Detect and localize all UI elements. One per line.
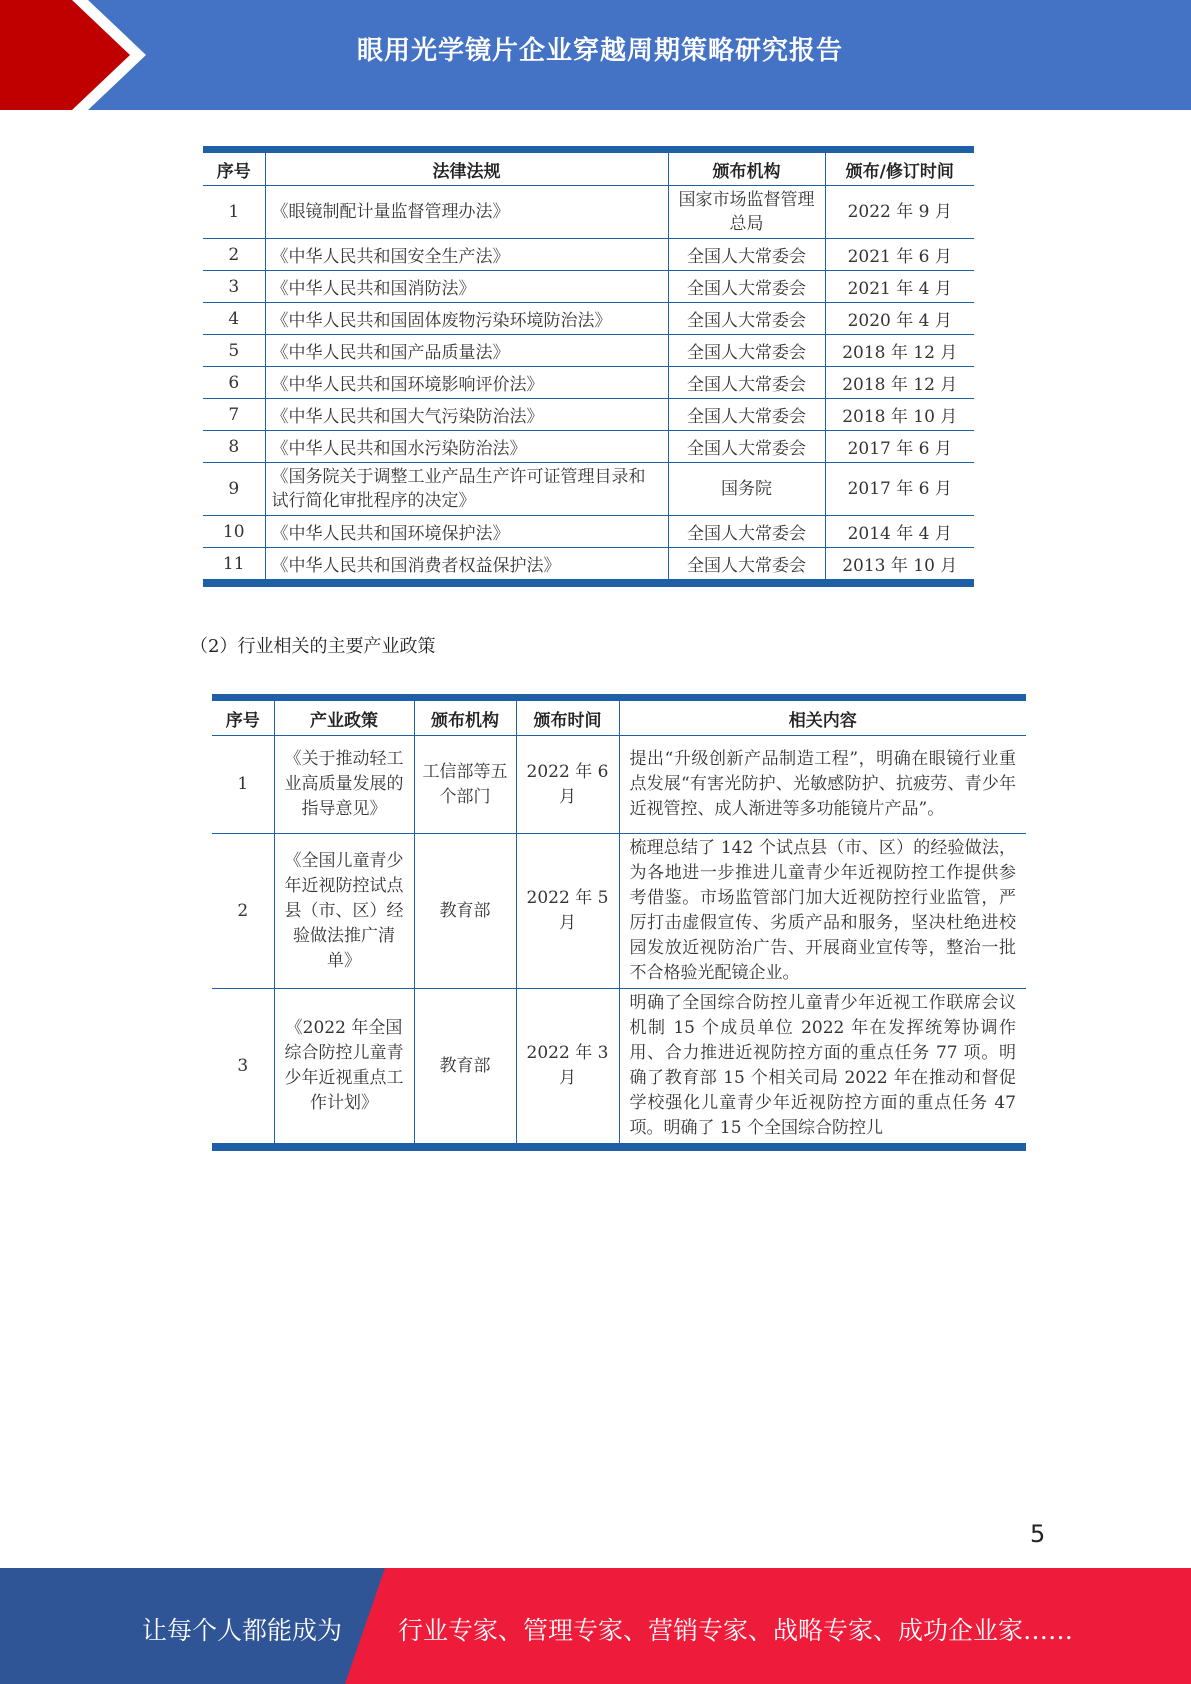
row-agency: 全国人大常委会	[668, 399, 825, 431]
row-agency: 全国人大常委会	[668, 431, 825, 463]
row-no: 1	[203, 186, 265, 239]
row-law: 《中华人民共和国固体废物污染环境防治法》	[265, 303, 668, 335]
row-law: 《中华人民共和国大气污染防治法》	[265, 399, 668, 431]
row-no: 3	[203, 271, 265, 303]
table-header-row	[203, 150, 974, 186]
row-agency: 全国人大常委会	[668, 516, 825, 548]
table-header-row	[212, 698, 1026, 736]
row-agency: 教育部	[414, 834, 516, 989]
table-row	[203, 186, 974, 239]
table-row	[203, 303, 974, 335]
law-regulation-table	[203, 146, 974, 587]
row-date: 2022 年 6 月	[516, 736, 619, 834]
row-law: 《中华人民共和国消费者权益保护法》	[265, 548, 668, 584]
row-date: 2014 年 4 月	[825, 516, 974, 548]
row-content: 明确了全国综合防控儿童青少年近视工作联席会议机制 15 个成员单位 2022 年在发挥统筹协调作用、合力推进近视防控方面的重点任务 77 项。明确了教育部 15 个相关司局 2022 年在推动和督促学校强化儿童青少年近视防控方面的重点任务 47 项。明确了 15 个全国综合防控儿	[619, 989, 1026, 1148]
row-agency: 全国人大常委会	[668, 271, 825, 303]
header-policy: 产业政策	[274, 698, 414, 736]
row-no: 4	[203, 303, 265, 335]
row-agency: 全国人大常委会	[668, 303, 825, 335]
page-footer	[0, 1568, 1191, 1684]
row-no: 8	[203, 431, 265, 463]
row-agency: 全国人大常委会	[668, 335, 825, 367]
report-title: 眼用光学镜片企业穿越周期策略研究报告	[356, 36, 843, 66]
table-row	[203, 239, 974, 271]
row-content: 提出“升级创新产品制造工程”，明确在眼镜行业重点发展“有害光防护、光敏感防护、抗疲劳、青少年近视管控、成人渐进等多功能镜片产品”。	[619, 736, 1026, 834]
row-agency: 国家市场监督管理总局	[668, 186, 825, 239]
row-no: 3	[212, 989, 274, 1148]
row-date: 2022 年 9 月	[825, 186, 974, 239]
row-date: 2018 年 10 月	[825, 399, 974, 431]
table-row	[212, 834, 1026, 989]
table-row	[203, 335, 974, 367]
table-row	[203, 431, 974, 463]
page-header	[0, 0, 1191, 110]
header-no: 序号	[212, 698, 274, 736]
row-date: 2020 年 4 月	[825, 303, 974, 335]
header-law: 法律法规	[265, 150, 668, 186]
row-date: 2021 年 4 月	[825, 271, 974, 303]
row-law: 《中华人民共和国产品质量法》	[265, 335, 668, 367]
table-row	[212, 989, 1026, 1148]
row-no: 5	[203, 335, 265, 367]
row-date: 2018 年 12 月	[825, 335, 974, 367]
row-law: 《中华人民共和国安全生产法》	[265, 239, 668, 271]
row-no: 1	[212, 736, 274, 834]
header-no: 序号	[203, 150, 265, 186]
row-agency: 国务院	[668, 463, 825, 516]
section-heading: （2）行业相关的主要产业政策	[190, 636, 436, 657]
header-agency: 颁布机构	[668, 150, 825, 186]
row-policy: 《2022 年全国综合防控儿童青少年近视重点工作计划》	[274, 989, 414, 1148]
table-row	[203, 399, 974, 431]
row-agency: 全国人大常委会	[668, 367, 825, 399]
page-number: 5	[1030, 1520, 1046, 1548]
row-no: 9	[203, 463, 265, 516]
row-date: 2018 年 12 月	[825, 367, 974, 399]
row-policy: 《关于推动轻工业高质量发展的指导意见》	[274, 736, 414, 834]
table-row	[212, 736, 1026, 834]
row-date: 2022 年 3 月	[516, 989, 619, 1148]
header-agency: 颁布机构	[414, 698, 516, 736]
row-law: 《中华人民共和国环境影响评价法》	[265, 367, 668, 399]
industry-policy-table	[212, 694, 1026, 1151]
header-content: 相关内容	[619, 698, 1026, 736]
row-agency: 工信部等五个部门	[414, 736, 516, 834]
row-agency: 教育部	[414, 989, 516, 1148]
row-date: 2021 年 6 月	[825, 239, 974, 271]
row-no: 2	[203, 239, 265, 271]
row-date: 2017 年 6 月	[825, 431, 974, 463]
footer-slogan-left: 让每个人都能成为	[142, 1616, 343, 1645]
table-row	[203, 271, 974, 303]
table-row	[203, 548, 974, 584]
row-no: 11	[203, 548, 265, 584]
row-law: 《眼镜制配计量监督管理办法》	[265, 186, 668, 239]
table-row	[203, 516, 974, 548]
row-no: 2	[212, 834, 274, 989]
row-law: 《中华人民共和国环境保护法》	[265, 516, 668, 548]
row-date: 2017 年 6 月	[825, 463, 974, 516]
footer-slogan-right: 行业专家、管理专家、营销专家、战略专家、成功企业家……	[398, 1616, 1074, 1645]
row-policy: 《全国儿童青少年近视防控试点县（市、区）经验做法推广清单》	[274, 834, 414, 989]
row-date: 2022 年 5 月	[516, 834, 619, 989]
row-law: 《国务院关于调整工业产品生产许可证管理目录和试行简化审批程序的决定》	[265, 463, 668, 516]
row-agency: 全国人大常委会	[668, 548, 825, 584]
table-row	[203, 367, 974, 399]
row-no: 6	[203, 367, 265, 399]
table-row	[203, 463, 974, 516]
row-law: 《中华人民共和国水污染防治法》	[265, 431, 668, 463]
header-chevron-icon	[0, 0, 160, 110]
row-law: 《中华人民共和国消防法》	[265, 271, 668, 303]
header-date: 颁布时间	[516, 698, 619, 736]
row-content: 梳理总结了 142 个试点县（市、区）的经验做法，为各地进一步推进儿童青少年近视防控工作提供参考借鉴。市场监管部门加大近视防控行业监管，严厉打击虚假宣传、劣质产品和服务，坚决杜绝进校园发放近视防治广告、开展商业宣传等，整治一批不合格验光配镜企业。	[619, 834, 1026, 989]
row-agency: 全国人大常委会	[668, 239, 825, 271]
row-no: 7	[203, 399, 265, 431]
row-date: 2013 年 10 月	[825, 548, 974, 584]
header-date: 颁布/修订时间	[825, 150, 974, 186]
row-no: 10	[203, 516, 265, 548]
